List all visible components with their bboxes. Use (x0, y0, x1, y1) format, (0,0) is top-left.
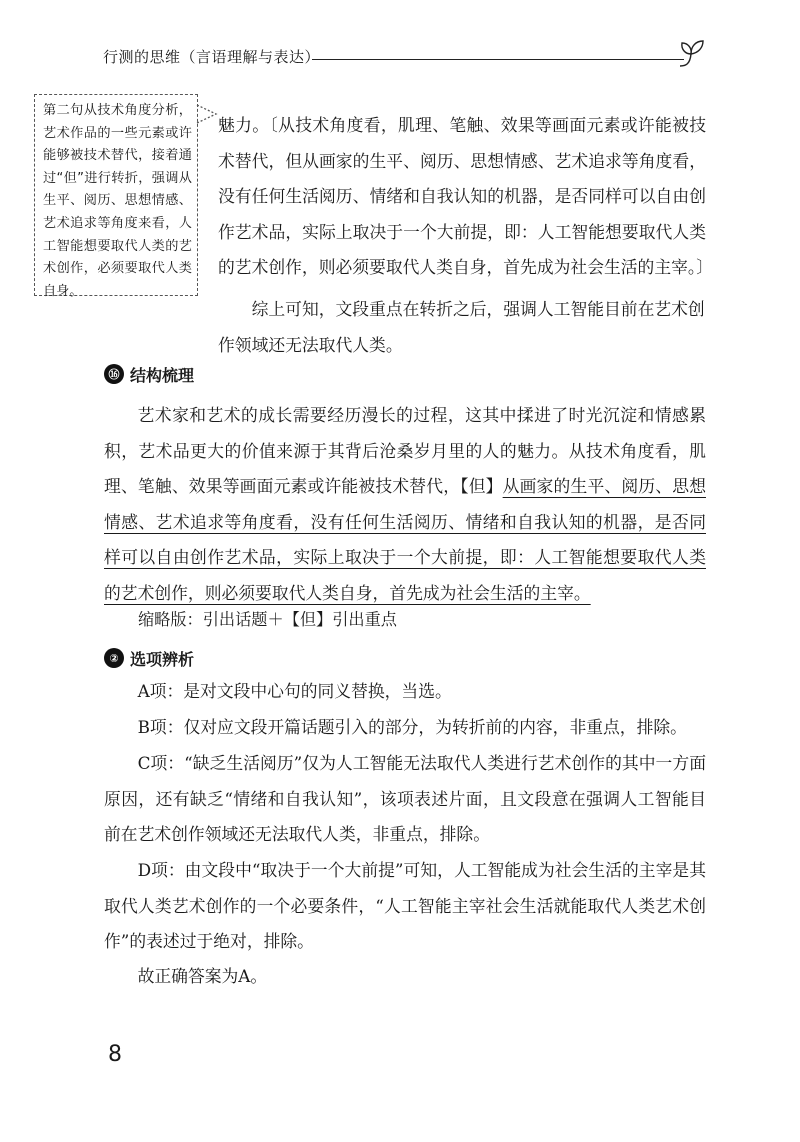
margin-annotation: 第二句从技术角度分析，艺术作品的一些元素或许能够被技术替代，接着通过“但”进行转折，强调从生平、阅历、思想情感、艺术追求等角度来看，人工智能想要取代人类的艺术创作，必须要取代人类自身。 (34, 94, 198, 296)
option-c: C项：“缺乏生活阅历”仅为人工智能无法取代人类进行艺术创作的其中一方面原因，还有缺乏“情绪和自我认知”，该项表述片面，且文段意在强调人工智能目前在艺术创作领域还无法取代人类，非重点，排除。 (104, 753, 706, 845)
sprout-icon (676, 36, 706, 68)
structure-brief: 缩略版：引出话题＋【但】引出重点 (138, 610, 397, 629)
structure-heading (104, 362, 194, 386)
structure-key-point: 从画家的生平、阅历、思想情感、艺术追求等角度看，没有任何生活阅历、情绪和自我认知的机器，是否同样可以自由创作艺术品，实际上取决于一个大前提，即：人工智能想要取代人类的艺术创作，则必须要取代人类自身，首先成为社会生活的主宰。 (104, 476, 706, 603)
but-marker: 【但】 (460, 476, 503, 497)
running-header-title: 行测的思维（言语理解与表达） (103, 48, 321, 66)
answer-line: 故正确答案为A。 (137, 966, 268, 986)
annotation-pointer (196, 104, 218, 124)
section-number-icon: ⑯ (104, 364, 124, 384)
options-heading (104, 646, 194, 670)
page-number: 8 (108, 1042, 122, 1067)
header-rule (312, 59, 684, 60)
passage-continued: 魅力。〔从技术角度看，肌理、笔触、效果等画面元素或许能被技术替代，但从画家的生平、阅历、思想情感、艺术追求等角度看，没有任何生活阅历、情绪和自我认知的机器，是否同样可以自由创作艺术品，实际上取决于一个大前提，即：人工智能想要取代人类的艺术创作，则必须要取代人类自身，首先成为社会生活的主宰。〕 (218, 115, 714, 278)
structure-paragraph (104, 398, 706, 612)
option-a: A项：是对文段中心句的同义替换，当选。 (137, 681, 452, 701)
structure-intro: 艺术家和艺术的成长需要经历漫长的过程，这其中揉进了时光沉淀和情感累积，艺术品更大的价值来源于其背后沧桑岁月里的人的魅力。从技术角度看，肌理、笔触、效果等画面元素或许能被技术替代， (104, 405, 706, 497)
structure-heading-label: 结构梳理 (130, 365, 195, 385)
section-number-icon: ② (104, 648, 124, 668)
option-b: B项：仅对应文段开篇话题引入的部分，为转折前的内容，非重点，排除。 (137, 717, 687, 737)
option-d: D项：由文段中“取决于一个大前提”可知，人工智能成为社会生活的主宰是其取代人类艺术创作的一个必要条件，“人工智能主宰社会生活就能取代人类艺术创作”的表述过于绝对，排除。 (104, 860, 706, 952)
passage-summary: 综上可知，文段重点在转折之后，强调人工智能目前在艺术创作领域还无法取代人类。 (218, 299, 705, 355)
options-heading-label: 选项辨析 (130, 649, 195, 669)
